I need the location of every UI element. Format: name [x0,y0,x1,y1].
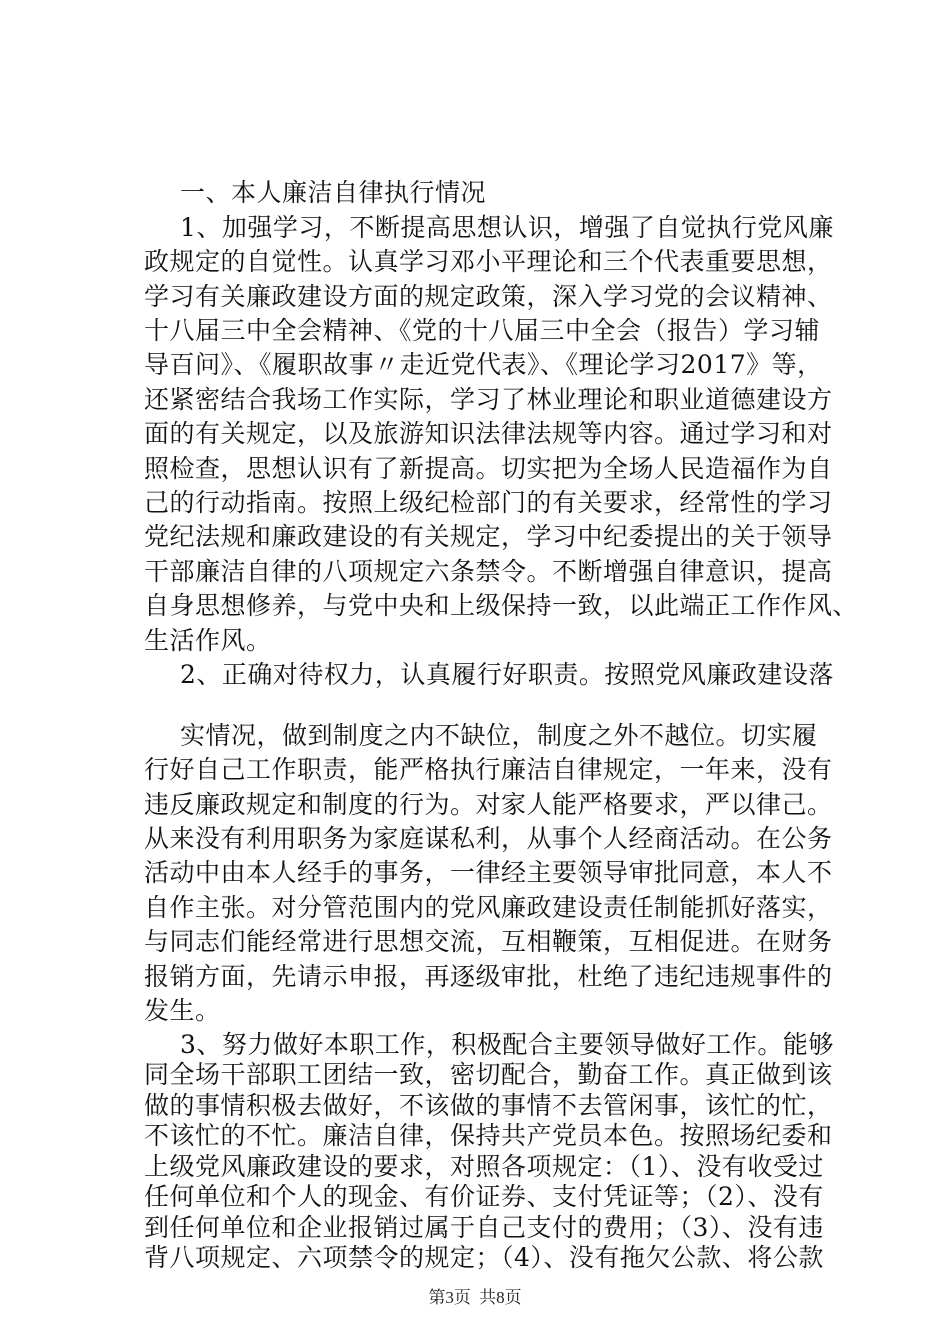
paragraph-line: 党纪法规和廉政建设的有关规定，学习中纪委提出的关于领导 [144,522,833,551]
paragraph-line: 自作主张。对分管范围内的党风廉政建设责任制能抓好落实， [144,893,833,922]
paragraph-line: 1、加强学习，不断提高思想认识，增强了自觉执行党风廉 [180,213,834,242]
paragraph-line: 照检查，思想认识有了新提高。切实把为全场人民造福作为自 [144,454,833,483]
paragraph-line: 不该忙的不忙。廉洁自律，保持共产党员本色。按照场纪委和 [144,1121,833,1150]
paragraph-line: 同全场干部职工团结一致，密切配合，勤奋工作。真正做到该 [144,1060,833,1089]
paragraph-line: 实情况，做到制度之内不缺位，制度之外不越位。切实履 [180,721,818,750]
paragraph-line: 生活作风。 [144,626,272,655]
paragraph-line: 报销方面，先请示申报，再逐级审批，杜绝了违纪违规事件的 [144,962,833,991]
section-heading: 一、本人廉洁自律执行情况 [180,178,487,207]
paragraph-line: 任何单位和个人的现金、有价证券、支付凭证等；（2）、没有 [144,1182,824,1211]
paragraph-line: 与同志们能经常进行思想交流，互相鞭策，互相促进。在财务 [144,927,833,956]
paragraph-line: 3、努力做好本职工作，积极配合主要领导做好工作。能够 [180,1030,834,1059]
paragraph-line: 学习有关廉政建设方面的规定政策，深入学习党的会议精神、 [144,282,833,311]
paragraph-line: 干部廉洁自律的八项规定六条禁令。不断增强自律意识，提高 [144,557,833,586]
paragraph-line: 己的行动指南。按照上级纪检部门的有关要求，经常性的学习 [144,488,833,517]
paragraph-line: 发生。 [144,996,221,1025]
paragraph-line: 导百问》、《履职故事〃走近党代表》、《理论学习2017》等， [144,350,823,379]
paragraph-line: 背八项规定、六项禁令的规定；（4）、没有拖欠公款、将公款 [144,1243,824,1272]
page-number: 第3页 [428,1288,471,1307]
page-footer [0,1283,950,1308]
paragraph-line: 从来没有利用职务为家庭谋私利，从事个人经商活动。在公务 [144,824,833,853]
paragraph-line: 上级党风廉政建设的要求，对照各项规定：（1）、没有收受过 [144,1152,824,1181]
paragraph-line: 2、正确对待权力，认真履行好职责。按照党风廉政建设落 [180,660,834,689]
paragraph-line: 政规定的自觉性。认真学习邓小平理论和三个代表重要思想， [144,247,833,276]
paragraph-line: 自身思想修养，与党中央和上级保持一致，以此端正工作作风、 [144,591,859,620]
paragraph-line: 到任何单位和企业报销过属于自己支付的费用；（3）、没有违 [144,1213,824,1242]
paragraph-line: 活动中由本人经手的事务，一律经主要领导审批同意，本人不 [144,858,833,887]
paragraph-line: 做的事情积极去做好，不该做的事情不去管闲事，该忙的忙， [144,1091,833,1120]
paragraph-line: 还紧密结合我场工作实际，学习了林业理论和职业道德建设方 [144,385,833,414]
total-pages: 共8页 [479,1288,522,1307]
paragraph-line: 面的有关规定，以及旅游知识法律法规等内容。通过学习和对 [144,419,833,448]
paragraph-line: 行好自己工作职责，能严格执行廉洁自律规定，一年来，没有 [144,755,833,784]
paragraph-line: 违反廉政规定和制度的行为。对家人能严格要求，严以律己。 [144,790,833,819]
paragraph-line: 十八届三中全会精神、《党的十八届三中全会（报告）学习辅 [144,316,821,345]
